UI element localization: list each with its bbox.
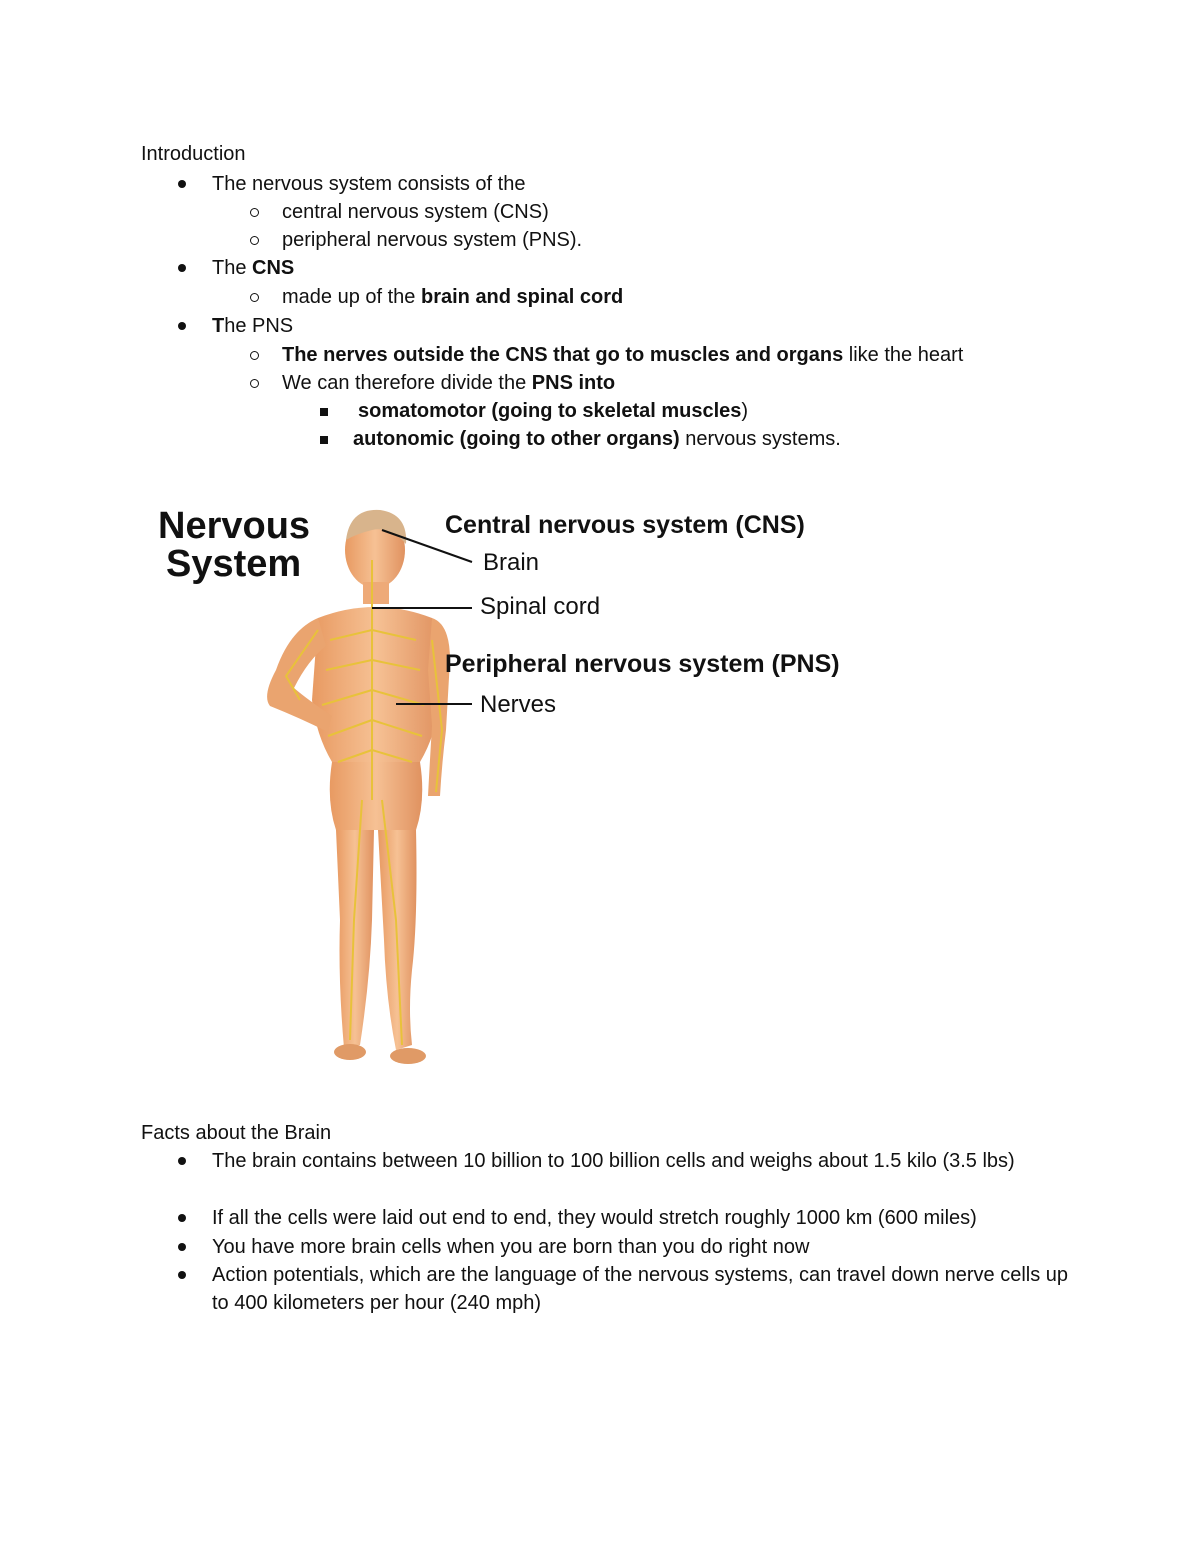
list-item — [282, 198, 549, 226]
bullet-disc-icon — [178, 1243, 186, 1251]
list-item — [212, 1204, 977, 1232]
bullet-square-icon — [320, 408, 328, 416]
pns-heading: Peripheral nervous system (PNS) — [445, 650, 840, 678]
list-item-text: nervous systems. — [679, 428, 841, 450]
figure-title-line2: System — [166, 543, 302, 585]
list-item — [353, 425, 841, 453]
bold-text: PNS into — [531, 372, 616, 394]
bullet-circle-icon — [250, 293, 259, 302]
list-item — [212, 1233, 809, 1261]
nervous-system-diagram — [150, 500, 890, 1080]
list-item — [358, 397, 748, 425]
list-item — [212, 1147, 1072, 1175]
list-item-text: made up of the — [282, 286, 421, 308]
list-item-text: central nervous system (CNS) — [282, 201, 549, 223]
bold-text: CNS — [252, 257, 295, 279]
bullet-circle-icon — [250, 236, 259, 245]
section-heading-introduction: Introduction — [141, 143, 246, 165]
bold-text: The nerves outside the CNS that go to muscles and organs — [282, 344, 844, 366]
list-item-text: ) — [741, 400, 749, 422]
section-heading-facts: Facts about the Brain — [141, 1122, 332, 1144]
bullet-circle-icon — [250, 208, 259, 217]
list-item — [212, 1261, 1072, 1317]
bullet-circle-icon — [250, 351, 259, 360]
list-item-text: We can therefore divide the — [282, 372, 532, 394]
bullet-disc-icon — [178, 322, 186, 330]
list-item — [212, 312, 293, 340]
bullet-disc-icon — [178, 264, 186, 272]
list-item — [212, 170, 525, 198]
list-item-text: The nervous system consists of the — [212, 173, 526, 195]
list-item-text: like the heart — [843, 344, 964, 366]
list-item — [282, 283, 623, 311]
list-item-text: The brain contains between 10 billion to 100 billion cells and weighs about 1.5 kilo (3.5 lbs) — [212, 1150, 1015, 1172]
list-item — [282, 341, 963, 369]
bullet-disc-icon — [178, 180, 186, 188]
bullet-disc-icon — [178, 1214, 186, 1222]
list-item — [282, 226, 582, 254]
list-item-text: Action potentials, which are the language of the nervous systems, can travel down nerve cells up to 400 kilometers per hour (240 mph) — [212, 1264, 1069, 1314]
nerves-label: Nerves — [480, 691, 557, 718]
bold-text: T — [212, 315, 225, 337]
figure-title-line1: Nervous — [158, 505, 311, 547]
bullet-disc-icon — [178, 1157, 186, 1165]
cns-heading: Central nervous system (CNS) — [445, 511, 805, 539]
list-item-text: If all the cells were laid out end to end, they would stretch roughly 1000 km (600 miles) — [212, 1207, 977, 1229]
list-item-text: he PNS — [224, 315, 294, 337]
nervous-system-figure — [150, 500, 890, 1080]
brain-label: Brain — [483, 549, 540, 576]
list-item-text: The — [212, 257, 253, 279]
list-item-text: You have more brain cells when you are born than you do right now — [212, 1236, 810, 1258]
bold-text: autonomic (going to other organs) — [353, 428, 680, 450]
list-item-text: peripheral nervous system (PNS). — [282, 229, 583, 251]
human-body-illustration — [267, 510, 450, 1064]
bullet-disc-icon — [178, 1271, 186, 1279]
list-item — [282, 369, 615, 397]
bold-text: somatomotor (going to skeletal muscles — [358, 400, 742, 422]
bullet-square-icon — [320, 436, 328, 444]
spinal-cord-label: Spinal cord — [480, 593, 601, 620]
bold-text: brain and spinal cord — [420, 286, 624, 308]
list-item — [212, 254, 294, 282]
bullet-circle-icon — [250, 379, 259, 388]
